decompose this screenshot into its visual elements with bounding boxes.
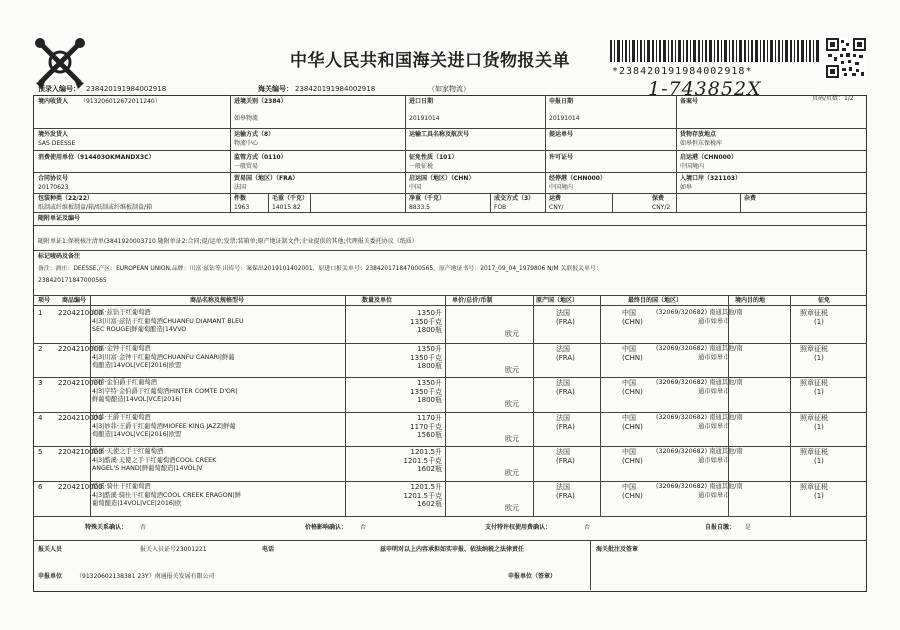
goods-name-line: 4|3|酷溪·天使之手干红葡萄酒COOL CREEK [92, 456, 217, 464]
misc-label: 杂费 [744, 195, 757, 202]
goods-name-line: 萄酿造|14VOL|VCE|2016|欧盟 [92, 362, 182, 369]
goods-qty-line: 1800瓶 [417, 362, 442, 370]
price-label: 价格影响确认： [305, 524, 348, 531]
goods-name-line: 4|3|亨特·金伯爵干红葡萄酒HINTER COMTE D'OR| [92, 387, 238, 395]
goods-dest-line: 中国 [622, 414, 636, 422]
goods-qty-line: 1350千克 [410, 317, 442, 326]
goods-domestic-line: (32069/320682) 南通其他/南 [656, 448, 743, 455]
goods-header-name: 商品名称及规格型号 [190, 297, 245, 304]
goods-currency: 欧元 [505, 400, 519, 408]
customs-no-value: 238420191984002918 [295, 85, 376, 93]
goods-name-line: 亨特·金伯爵干红葡萄酒 [92, 379, 157, 386]
goods-origin-line: (FRA) [556, 317, 575, 326]
goods-levy-line: (1) [814, 387, 824, 396]
goods-qty-line: 1350升 [417, 345, 442, 353]
net-value: 8833.5 [409, 204, 430, 211]
supervision-value: 一般贸易 [234, 163, 259, 170]
goods-origin-line: (FRA) [556, 353, 575, 362]
goods-levy-line: (1) [814, 317, 824, 326]
license-label: 许可证号 [549, 154, 574, 161]
goods-qty-line: 1201.5升 [410, 448, 442, 456]
goods-header-price: 单价/总价/币制 [452, 297, 493, 304]
vessel-label: 运输工具名称及航次号 [409, 131, 470, 138]
levy-value: 一般征税 [409, 163, 434, 170]
goods-levy-line: 照章征税 [800, 345, 828, 353]
goods-domestic-line: 通市如皋市 [698, 422, 730, 430]
prerecord-label: 预录入编号： [38, 85, 80, 93]
goods-header-dest: 最终目的国（地区） [628, 297, 683, 304]
goods-domestic-line: 通市如皋市 [698, 456, 730, 464]
record-no-label: 备案号 [680, 98, 699, 105]
stop-port-value: 中国境内 [549, 184, 574, 191]
goods-dest-line: (CHN) [622, 353, 643, 362]
special-label: 特殊关系确认： [85, 524, 128, 531]
port-label: 进境关别（2384） [234, 98, 287, 105]
goods-levy-line: 照章征税 [800, 448, 828, 456]
consumer-label: 消费使用单位（914403OKMANDX3C） [38, 154, 155, 161]
goods-header-code: 商品编号 [62, 297, 87, 304]
goods-name-line: 川富·金钟干红葡萄酒 [92, 345, 151, 352]
goods-levy-line: 照章征税 [800, 379, 828, 387]
goods-name-line: 酷溪·骑仕干红葡萄酒 [92, 483, 151, 490]
contract-value: 20170623 [38, 184, 69, 191]
goods-origin-line: (FRA) [556, 422, 575, 431]
pieces-value: 1963 [234, 204, 250, 211]
goods-currency: 欧元 [505, 469, 519, 477]
goods-levy-line: 照章征税 [800, 414, 828, 422]
depart-country-value: 中国 [409, 184, 422, 191]
customs-emblem-icon [30, 35, 90, 90]
marks-line2: 238420171847000565 [38, 277, 107, 284]
transport-label: 运输方式（8） [234, 131, 275, 138]
bill-label: 提运单号 [549, 131, 574, 138]
transport-value: 物流中心 [234, 140, 259, 147]
goods-domestic-line: (32069/320682) 南通其他/南 [656, 345, 743, 352]
qr-code-icon [826, 38, 866, 78]
goods-code: 2204210000 [58, 345, 103, 353]
goods-name-line: 4|3|酷溪·骑仕干红葡萄酒COOL CREEK ERAGON|鲜 [92, 491, 241, 499]
goods-domestic-line: (32069/320682) 南通其他/南 [656, 483, 743, 490]
goods-dest-line: (CHN) [622, 387, 643, 396]
goods-domestic-line: 通市如皋市 [698, 491, 730, 499]
goods-currency: 欧元 [505, 366, 519, 374]
port-value: 如皋物流 [234, 115, 259, 122]
gross-label: 毛重（千克） [272, 195, 309, 202]
goods-name-line: 妙菲·王爵干红葡萄酒 [92, 414, 151, 421]
barcode [608, 38, 823, 64]
deal-value: FOB [494, 204, 507, 211]
goods-origin-line: 法国 [556, 414, 570, 422]
page-info: 页码/页数：1/2 [812, 95, 854, 102]
goods-domestic-line: 通市如皋市 [698, 317, 730, 325]
insurance-value: CNY/2 [652, 204, 671, 211]
goods-dest-line: (CHN) [622, 317, 643, 326]
royalty-label: 支付特许权使用费确认： [485, 524, 552, 531]
goods-domestic-line: (32069/320682) 南通其他/南 [656, 379, 743, 386]
goods-dest-line: (CHN) [622, 422, 643, 431]
goods-header-seq: 项号 [38, 297, 51, 304]
origin-port-value: 中国境内 [680, 163, 705, 170]
deal-label: 成交方式（3） [494, 195, 535, 202]
barcode-text: *238420191984002918* [612, 66, 753, 77]
self-label: 自报自缴： [705, 524, 736, 531]
entry-port-value: 如皋 [680, 184, 693, 191]
goods-header-origin: 原产国（地区） [536, 297, 579, 304]
declare-date-label: 申报日期 [549, 98, 574, 105]
goods-name-line: 葡萄酿造|14VOL|VCE|2016|欧 [92, 500, 182, 507]
royalty-value: 否 [584, 524, 591, 531]
goods-qty-line: 1602瓶 [417, 500, 442, 508]
package-value: 纸制或纤维板制盒/箱/纸制或纤维板制盒/箱 [38, 204, 153, 211]
freight-value: CNY/ [549, 204, 564, 211]
stop-port-label: 经停港（CHN000） [549, 175, 606, 182]
agency-seal-label: 申报单位（签章） [508, 573, 557, 580]
statement: 兹申明对以上内容承担如实申报、依法纳税之法律责任 [380, 546, 525, 553]
gross-value: 14015.82 [272, 204, 301, 211]
goods-seq: 2 [38, 345, 43, 353]
declarant-label: 报关人员 [38, 546, 63, 553]
storage-label: 货物存放地点 [680, 131, 717, 138]
import-date-value: 20191014 [409, 115, 440, 122]
goods-qty-line: 1350升 [417, 309, 442, 317]
customs-no-label: 海关编号： [258, 85, 293, 93]
storage-value: 如皋恒东保税库 [680, 140, 723, 147]
goods-seq: 1 [38, 309, 43, 317]
goods-qty-line: 1201.5千克 [403, 456, 442, 465]
goods-origin-line: 法国 [556, 483, 570, 491]
goods-levy-line: (1) [814, 422, 824, 431]
goods-seq: 6 [38, 483, 43, 491]
goods-levy-line: (1) [814, 353, 824, 362]
goods-levy-line: 照章征税 [800, 309, 828, 317]
goods-name-line: 萄酿造|14VOL|VCE|2016|欧盟 [92, 431, 182, 438]
trade-country-value: 法国 [234, 184, 247, 191]
special-value: 否 [140, 524, 147, 531]
goods-dest-line: 中国 [622, 379, 636, 387]
goods-qty-line: 1602瓶 [417, 465, 442, 473]
goods-qty-line: 1350升 [417, 379, 442, 387]
declarant-cert: 报关人员证号23001221 [140, 546, 207, 553]
goods-levy-line: 照章征税 [800, 483, 828, 491]
customs-label-paren: （如家物流） [428, 85, 470, 93]
import-date-label: 进口日期 [409, 98, 434, 105]
goods-qty-line: 1170千克 [410, 422, 442, 431]
goods-origin-line: (FRA) [556, 387, 575, 396]
supervision-label: 监管方式（0110） [234, 154, 287, 161]
goods-dest-line: (CHN) [622, 456, 643, 465]
handwritten-number: 1-743852X [648, 78, 762, 100]
goods-header-levy: 征免 [818, 297, 831, 304]
goods-qty-line: 1800瓶 [417, 396, 442, 404]
entry-port-label: 入境口岸（321103） [680, 175, 742, 182]
goods-seq: 4 [38, 414, 43, 422]
goods-code: 2204210000 [58, 309, 103, 317]
goods-code: 2204210000 [58, 414, 103, 422]
phone-label: 电话 [262, 546, 275, 553]
goods-name-line: 4|3|川富·兹钻干红葡萄酒CHUANFU DIAMANT BLEU [92, 317, 244, 325]
goods-name-line: SEC ROUGE|鲜葡萄酿造|14VVO [92, 326, 187, 333]
goods-domestic-line: 通市如皋市 [698, 387, 730, 395]
goods-qty-line: 1350千克 [410, 387, 442, 396]
price-value: 否 [360, 524, 367, 531]
overseas-label: 境外发货人 [38, 131, 69, 138]
goods-dest-line: 中国 [622, 483, 636, 491]
contract-label: 合同协议号 [38, 175, 69, 182]
goods-code: 2204210000 [58, 379, 103, 387]
goods-origin-line: 法国 [556, 345, 570, 353]
marks-line1: 备注：酒庄：DEESSE,产区：EUROPEAN UNION,品牌：川富·兹钻等 出库号：案保出2019101402001，原进口报关单号：238420171847000565，原产地证书号：2017_09_04_1979806 N/M 关联报关单号： [38, 266, 602, 272]
goods-name-line: 4|3|妙菲·王爵干红葡萄酒MIOFEE KING JAZZ|鲜葡 [92, 422, 236, 430]
agency-label: 申报单位 [38, 573, 63, 580]
goods-origin-line: (FRA) [556, 456, 575, 465]
depart-country-label: 启运国（地区）（CHN） [409, 175, 475, 182]
net-label: 净重（千克） [409, 195, 446, 202]
goods-name-line: 酷溪·天使之手干红葡萄酒 [92, 448, 164, 455]
levy-label: 征免性质（101） [409, 154, 458, 161]
goods-origin-line: (FRA) [556, 491, 575, 500]
goods-qty-line: 1170升 [417, 414, 442, 422]
goods-currency: 欧元 [505, 330, 519, 338]
goods-origin-line: 法国 [556, 309, 570, 317]
goods-currency: 欧元 [505, 504, 519, 512]
goods-name-line: 鲜葡萄酿造|14VOL|VCE|2016| [92, 396, 182, 403]
goods-code: 2204210000 [58, 483, 103, 491]
goods-qty-line: 1201.5升 [410, 483, 442, 491]
declare-date-value: 20191014 [549, 115, 580, 122]
goods-domestic-line: 通市如皋市 [698, 353, 730, 361]
goods-dest-line: 中国 [622, 448, 636, 456]
goods-qty-line: 1800瓶 [417, 326, 442, 334]
package-label: 包装种类（22/22） [38, 195, 93, 202]
prerecord-value: 238420191984002918 [86, 85, 167, 93]
goods-header-qty: 数量及单位 [362, 297, 393, 304]
goods-header-domestic: 境内目的地 [735, 297, 766, 304]
goods-levy-line: (1) [814, 491, 824, 500]
customs-remark-label: 海关批注及签章 [596, 546, 639, 553]
goods-qty-line: 1350千克 [410, 353, 442, 362]
goods-levy-line: (1) [814, 456, 824, 465]
freight-label: 运费 [549, 195, 562, 202]
goods-name-line: ANGEL'S HAND|鲜葡萄酿造|14VOL|V [92, 465, 203, 472]
goods-origin-line: 法国 [556, 448, 570, 456]
insurance-label: 保费 [652, 195, 665, 202]
consignee-value: （913206012672011240） [80, 98, 161, 105]
goods-qty-line: 1560瓶 [417, 431, 442, 439]
goods-seq: 3 [38, 379, 43, 387]
docs-label: 随附单证及编号 [38, 215, 81, 222]
goods-origin-line: 法国 [556, 379, 570, 387]
goods-name-line: 4|3|川富·金钟干红葡萄酒CHUANFU CANARI|鲜葡 [92, 353, 235, 361]
trade-country-label: 贸易国（地区）（FRA） [234, 175, 299, 182]
goods-seq: 5 [38, 448, 43, 456]
agency-value: （91320602138381 23Y）南通报关发展有限公司 [76, 573, 215, 580]
goods-qty-line: 1201.5千克 [403, 491, 442, 500]
goods-currency: 欧元 [505, 435, 519, 443]
goods-dest-line: (CHN) [622, 491, 643, 500]
goods-domestic-line: (32069/320682) 南通其他/南 [656, 414, 743, 421]
docs-value: 随附单证1:保税核注清单(3841920003710 随附单证2:合同;提/运单;发票;装箱单;原产地证制文件;企业提供的其他;代理报关委托协议（纸质） [38, 238, 418, 245]
pieces-label: 件数 [234, 195, 247, 202]
consignee-label: 境内收货人 [38, 98, 69, 105]
goods-dest-line: 中国 [622, 345, 636, 353]
goods-dest-line: 中国 [622, 309, 636, 317]
origin-port-label: 启运港（CHN000） [680, 154, 737, 161]
overseas-value: SAS DEESSE [38, 140, 76, 147]
page-title: 中华人民共和国海关进口货物报关单 [290, 51, 570, 71]
goods-domestic-line: (32069/320682) 南通其他/南 [656, 309, 743, 316]
marks-label: 标记唛码及备注 [38, 253, 81, 260]
goods-code: 2204210000 [58, 448, 103, 456]
self-value: 是 [745, 524, 752, 531]
goods-name-line: 川富·兹钻干红葡萄酒 [92, 309, 151, 316]
